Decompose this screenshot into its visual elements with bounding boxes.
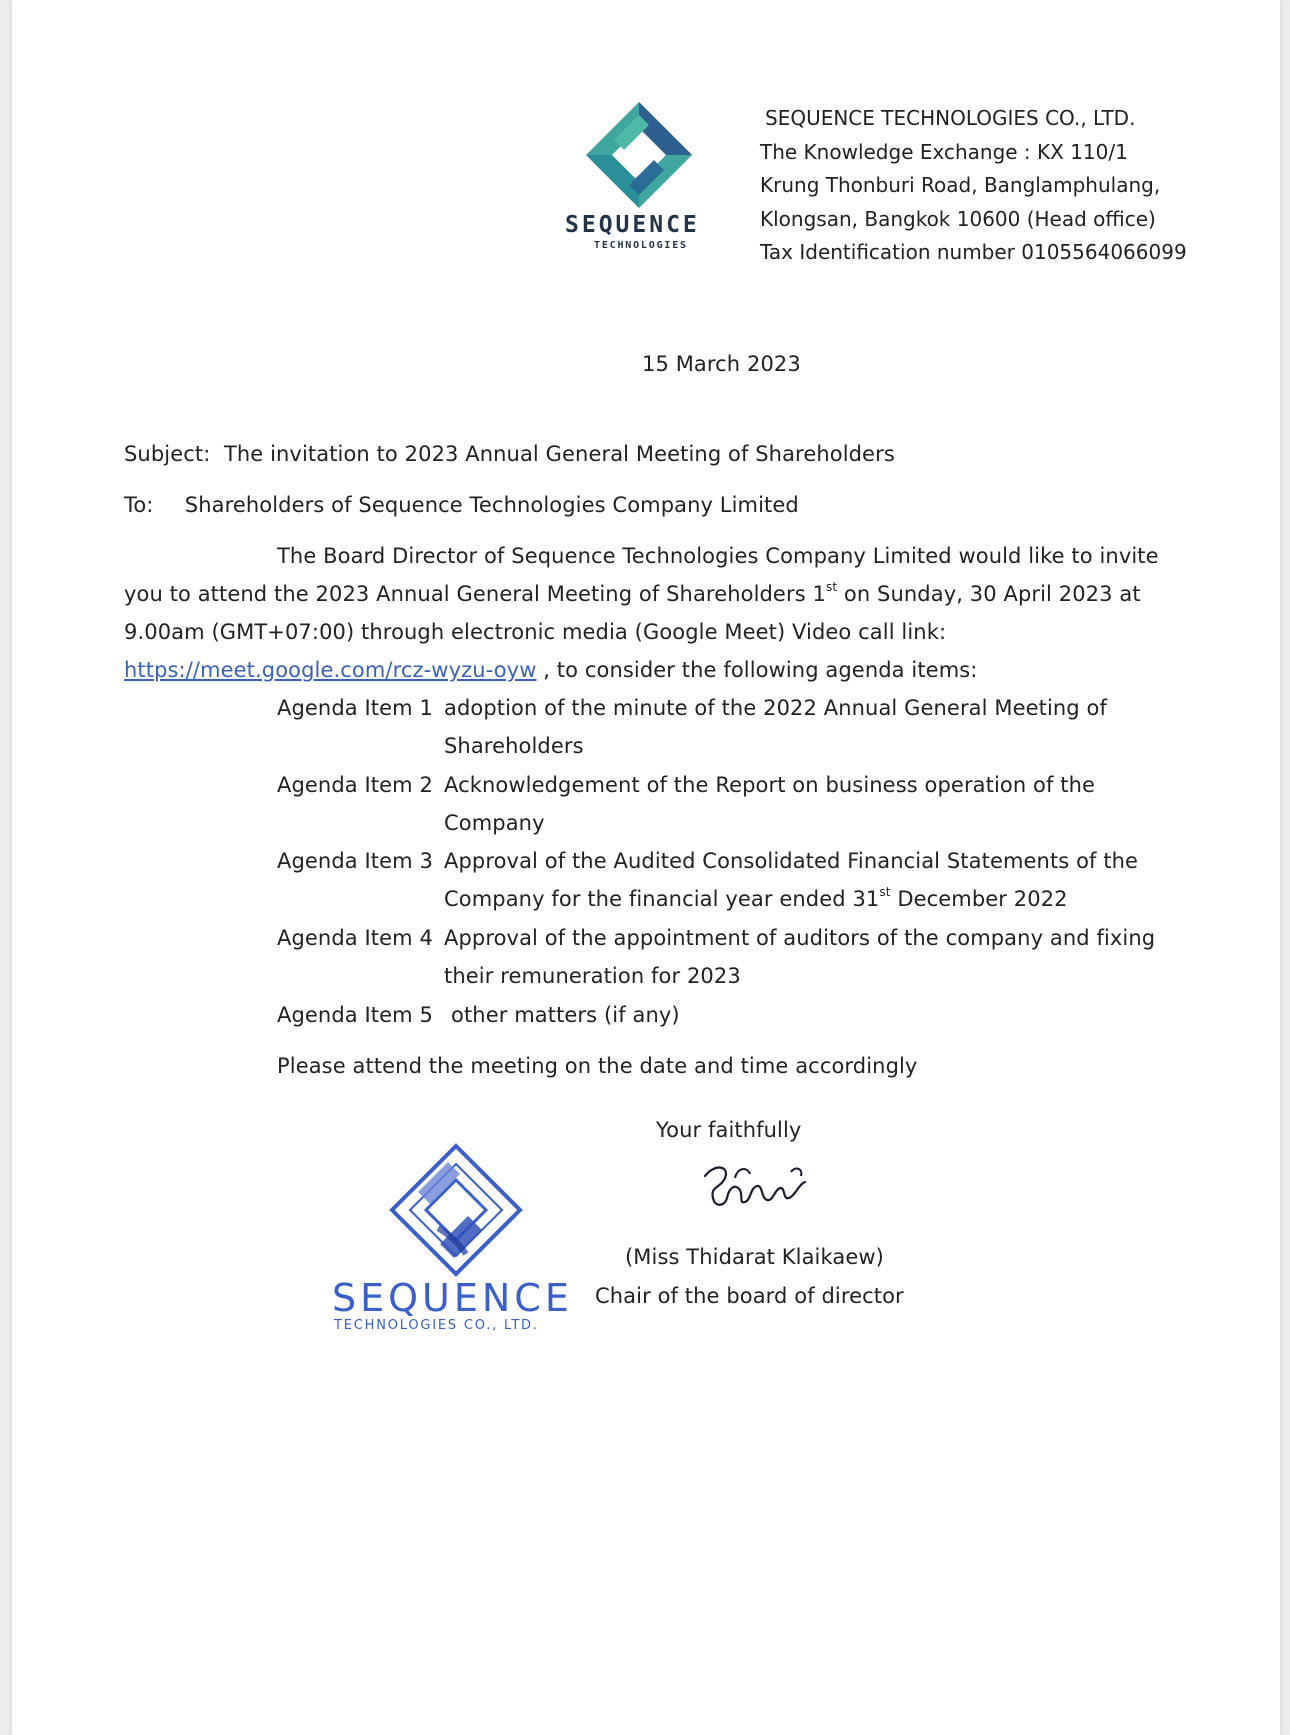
body-line-1: The Board Director of Sequence Technologies Company Limited would like to invite [277,544,1159,568]
ordinal-suffix: st [825,580,838,594]
agenda-text-part: December 2022 [890,887,1068,911]
body-text: , to consider the following agenda items: [536,658,978,682]
agenda-text: Company [444,811,545,835]
agenda-label: Agenda Item 5 [277,1003,433,1027]
recipient-text: Shareholders of Sequence Technologies Company Limited [184,493,799,517]
meeting-link[interactable]: https://meet.google.com/rcz-wyzu-oyw [124,658,537,682]
handwritten-signature [695,1158,815,1218]
agenda-text: adoption of the minute of the 2022 Annual General Meeting of [444,696,1107,720]
recipient-label: To: [124,493,154,517]
recipient-line [124,486,799,524]
agenda-text: their remuneration for 2023 [444,964,741,988]
address-line: The Knowledge Exchange : KX 110/1 [760,139,1128,164]
signatory-name: (Miss Thidarat Klaikaew) [625,1245,884,1269]
address-line: SEQUENCE TECHNOLOGIES CO., LTD. [765,106,1136,130]
company-stamp-logo [388,1142,524,1278]
body-line-3: 9.00am (GMT+07:00) through electronic media (Google Meet) Video call link: [124,620,947,644]
body-line-4 [124,651,977,689]
letter-date: 15 March 2023 [642,352,801,376]
agenda-text: Approval of the Audited Consolidated Financial Statements of the [444,849,1139,873]
address-line: Klongsan, Bangkok 10600 (Head office) [760,206,1156,231]
logo-subtitle: TECHNOLOGIES [594,240,688,251]
agenda-text: Acknowledgement of the Report on business operation of the [444,773,1096,797]
stamp-subtitle: TECHNOLOGIES CO., LTD. [334,1318,539,1333]
agenda-label: Agenda Item 2 [277,773,433,797]
logo-wordmark: SEQUENCE [565,212,700,238]
company-address [760,102,1187,270]
ordinal-suffix: st [879,885,891,899]
closing-line: Please attend the meeting on the date and time accordingly [277,1054,918,1078]
company-logo [584,100,694,210]
address-line: Tax Identification number 0105564066099 [760,240,1187,264]
agenda-label: Agenda Item 3 [277,849,433,873]
stamp-wordmark: SEQUENCE [332,1276,573,1320]
agenda-text-part: Company for the financial year ended 31 [444,887,880,911]
body-text: you to attend the 2023 Annual General Meeting of Shareholders 1 [124,582,826,606]
agenda-text: Approval of the appointment of auditors of the company and fixing [444,926,1156,950]
sign-off: Your faithfully [656,1118,802,1142]
body-line-2 [124,575,1141,613]
agenda-label: Agenda Item 1 [277,696,433,720]
agenda-text: Shareholders [444,734,584,758]
subject-line [124,435,895,473]
subject-label: Subject: [124,442,211,466]
address-line: Krung Thonburi Road, Banglamphulang, [760,173,1161,197]
agenda-label: Agenda Item 4 [277,926,433,950]
agenda-text [444,880,1068,918]
body-text: on Sunday, 30 April 2023 at [837,582,1141,606]
subject-text: The invitation to 2023 Annual General Meeting of Shareholders [223,442,895,466]
signatory-title: Chair of the board of director [595,1284,904,1308]
letter-page [12,0,1280,1735]
agenda-text: other matters (if any) [451,1003,680,1027]
